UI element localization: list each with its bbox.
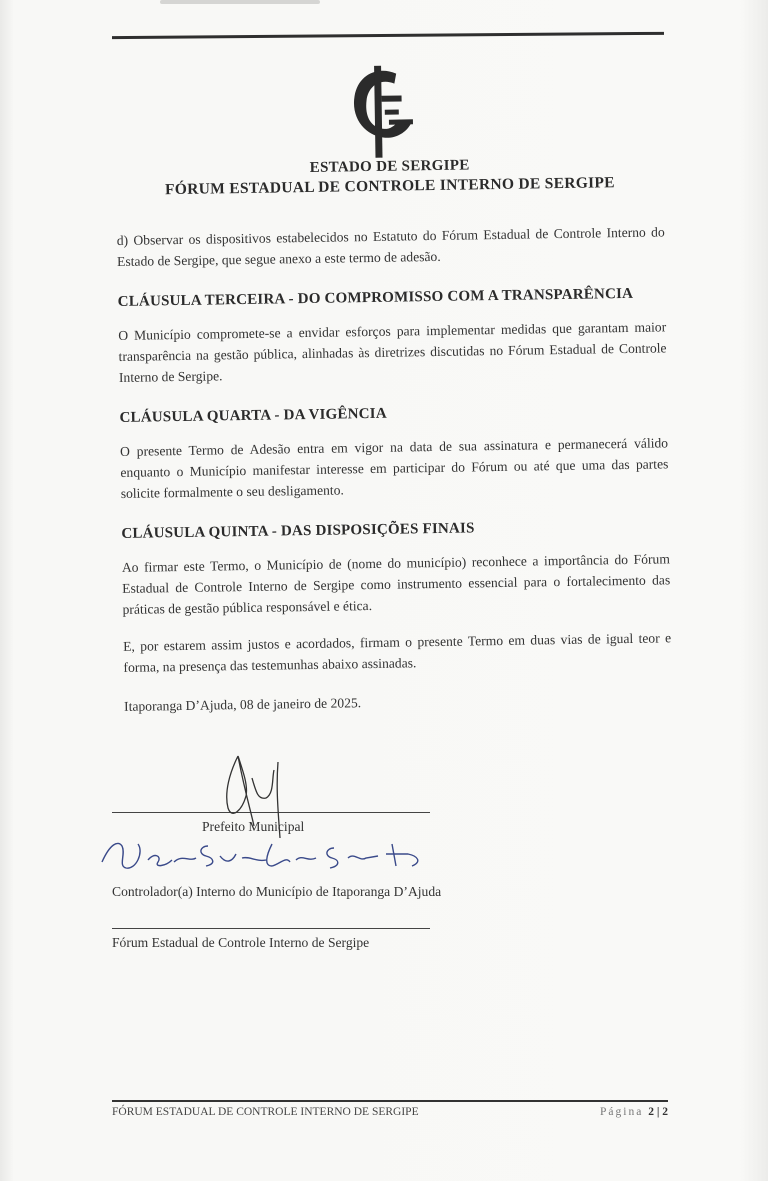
prefeito-label: Prefeito Municipal [202,819,305,834]
page-title: ESTADO DE SERGIPE [309,157,470,176]
signature-line [112,928,430,929]
document-body [114,55,672,717]
page-subtitle: FÓRUM ESTADUAL DE CONTROLE INTERNO DE SERGIPE [164,174,615,199]
clause4-title: CLÁUSULA QUARTA - DA VIGÊNCIA [119,405,387,426]
place-date: Itaporanga D’Ajuda, 08 de janeiro de 2025. [123,695,362,714]
clause3-title: CLÁUSULA TERCEIRA - DO COMPROMISSO COM A TRANSPARÊNCIA [117,285,634,310]
clause5-text: Ao firmar este Termo, o Município de (nome do município) reconhece a importância do Fórum Estadual de Controle Interno de Sergipe como instrumento essencial para o fortalecimento das práticas de gestão pública responsável e ética. [121,551,671,617]
page-number: 2 | 2 [648,1106,668,1118]
closing-text: E, por estarem assim justos e acordados, firmam o presente Termo em duas vias de igual teor e forma, na presença das testemunhas abaixo assinadas. [123,630,672,675]
signature-controlador [112,884,441,900]
prefeito-signature-icon [208,748,298,844]
footer-org-name: FÓRUM ESTADUAL DE CONTROLE INTERNO DE SERGIPE [112,1106,419,1118]
clause3-text: O Município compromete-se a envidar esforços para implementar medidas que garantam maior transparência na gestão pública, alinhadas às diretrizes discutidas no Fórum Estadual de Controle Interno de Sergipe. [118,319,667,385]
page-indicator [600,1106,668,1118]
page-footer [112,1100,668,1118]
clause5-title: CLÁUSULA QUINTA - DAS DISPOSIÇÕES FINAIS [121,520,475,542]
controlador-signature-icon [96,832,436,874]
clause4-text: O presente Termo de Adesão entra em vigor na data de sua assinatura e permanecerá válido enquanto o Município manifestar interesse em participar do Fórum ou até que uma das partes solicite formalmente o seu desligamento. [119,435,669,501]
item-d-paragraph: d) Observar os dispositivos estabelecidos no Estatuto do Fórum Estadual de Controle Interno do Estado de Sergipe, que segue anexo a este termo de adesão. [116,224,665,269]
forum-logo-icon [344,59,420,158]
signature-forum [112,928,430,951]
forum-label: Fórum Estadual de Controle Interno de Sergipe [112,935,370,950]
scan-artifact [160,0,320,4]
page-word: Página [600,1106,644,1118]
controlador-label: Controlador(a) Interno do Município de Itaporanga D’Ajuda [112,884,442,899]
footer-rule [112,1100,668,1102]
